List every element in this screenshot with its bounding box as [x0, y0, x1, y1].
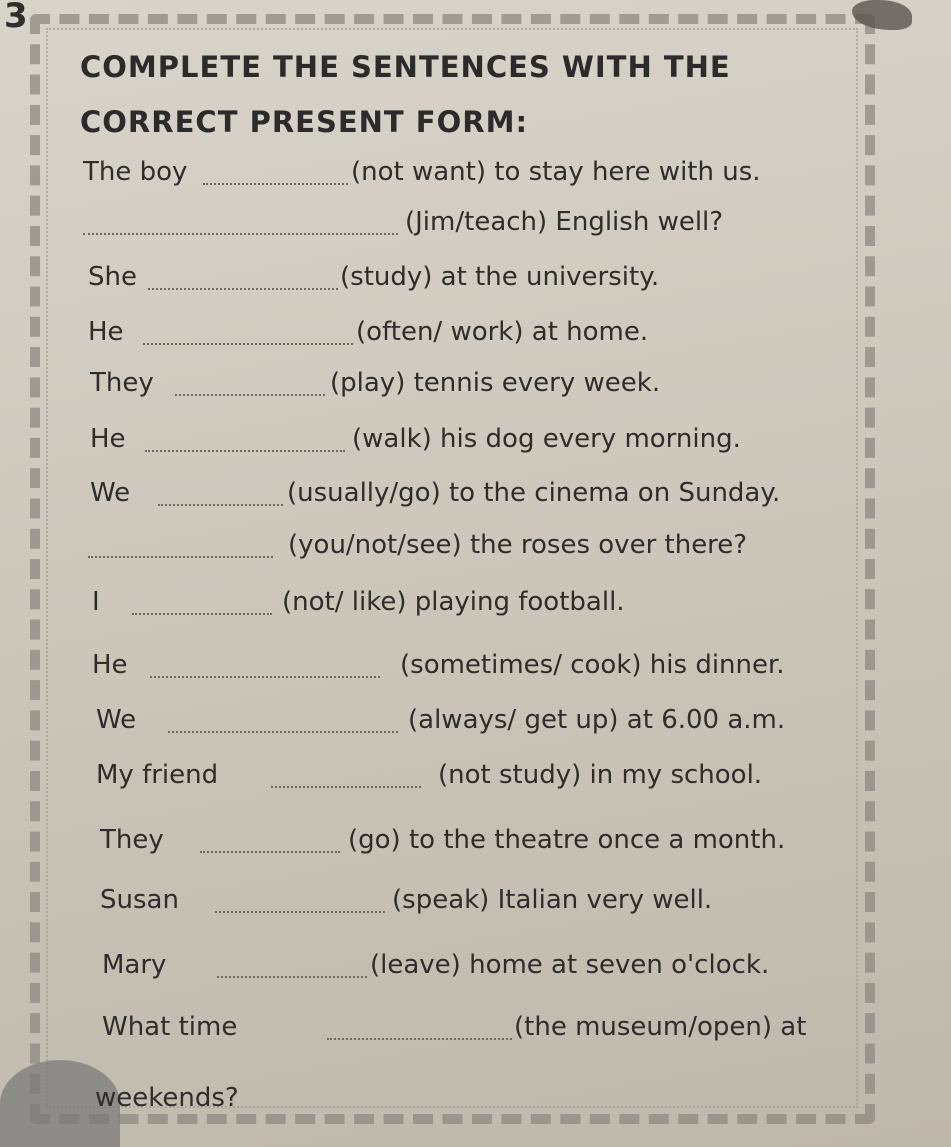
- sentence-subject: Susan: [100, 885, 179, 915]
- sentence-subject: He: [92, 650, 128, 680]
- answer-blank[interactable]: [150, 676, 380, 678]
- answer-blank[interactable]: [217, 976, 367, 978]
- sentence-prompt: (sometimes/ cook) his dinner.: [400, 650, 785, 680]
- sentence-prompt: (go) to the theatre once a month.: [348, 825, 786, 855]
- answer-blank[interactable]: [132, 613, 272, 615]
- sentence-prompt: (often/ work) at home.: [356, 317, 649, 347]
- answer-blank[interactable]: [327, 1038, 512, 1040]
- instruction-heading-line1: COMPLETE THE SENTENCES WITH THE: [80, 50, 731, 84]
- sentence-subject: The boy: [83, 157, 188, 187]
- sentence-prompt: (you/not/see) the roses over there?: [288, 530, 748, 560]
- answer-blank[interactable]: [175, 394, 325, 396]
- sentence-prompt: (Jim/teach) English well?: [405, 207, 724, 237]
- sentence-prompt: (usually/go) to the cinema on Sunday.: [287, 478, 781, 508]
- answer-blank[interactable]: [88, 556, 273, 558]
- sentence-subject: My friend: [96, 760, 219, 790]
- sentence-subject: They: [90, 368, 154, 398]
- instruction-heading-line2: CORRECT PRESENT FORM:: [80, 105, 529, 139]
- sentence-subject: We: [96, 705, 137, 735]
- answer-blank[interactable]: [143, 343, 353, 345]
- sentence-subject: He: [88, 317, 124, 347]
- sentence-subject: They: [100, 825, 164, 855]
- sentence-subject: We: [90, 478, 131, 508]
- sentence-prompt: (not study) in my school.: [438, 760, 763, 790]
- answer-blank[interactable]: [271, 786, 421, 788]
- sentence-prompt: (always/ get up) at 6.00 a.m.: [408, 705, 786, 735]
- sentence-prompt: (not/ like) playing football.: [282, 587, 625, 617]
- exercise-number: 3: [4, 0, 28, 36]
- sentence-subject: What time: [102, 1012, 238, 1042]
- sentence-prompt: (study) at the university.: [340, 262, 660, 292]
- answer-blank[interactable]: [83, 233, 398, 235]
- sentence-subject: She: [88, 262, 137, 292]
- inner-border: [46, 28, 858, 1108]
- answer-blank[interactable]: [158, 504, 283, 506]
- sentence-prompt: (leave) home at seven o'clock.: [370, 950, 770, 980]
- answer-blank[interactable]: [145, 450, 345, 452]
- sentence-subject: Mary: [102, 950, 167, 980]
- sentence-prompt: (the museum/open) at: [514, 1012, 807, 1042]
- answer-blank[interactable]: [200, 851, 340, 853]
- sentence-subject: I: [92, 587, 100, 617]
- sentence-subject: He: [90, 424, 126, 454]
- answer-blank[interactable]: [203, 183, 348, 185]
- sentence-prompt: (walk) his dog every morning.: [352, 424, 741, 454]
- answer-blank[interactable]: [148, 288, 338, 290]
- sentence-prompt: (not want) to stay here with us.: [351, 157, 761, 187]
- sentence-prompt: (speak) Italian very well.: [392, 885, 713, 915]
- sentence-prompt: (play) tennis every week.: [330, 368, 661, 398]
- answer-blank[interactable]: [215, 911, 385, 913]
- answer-blank[interactable]: [168, 731, 398, 733]
- sentence-continuation: weekends?: [95, 1083, 239, 1113]
